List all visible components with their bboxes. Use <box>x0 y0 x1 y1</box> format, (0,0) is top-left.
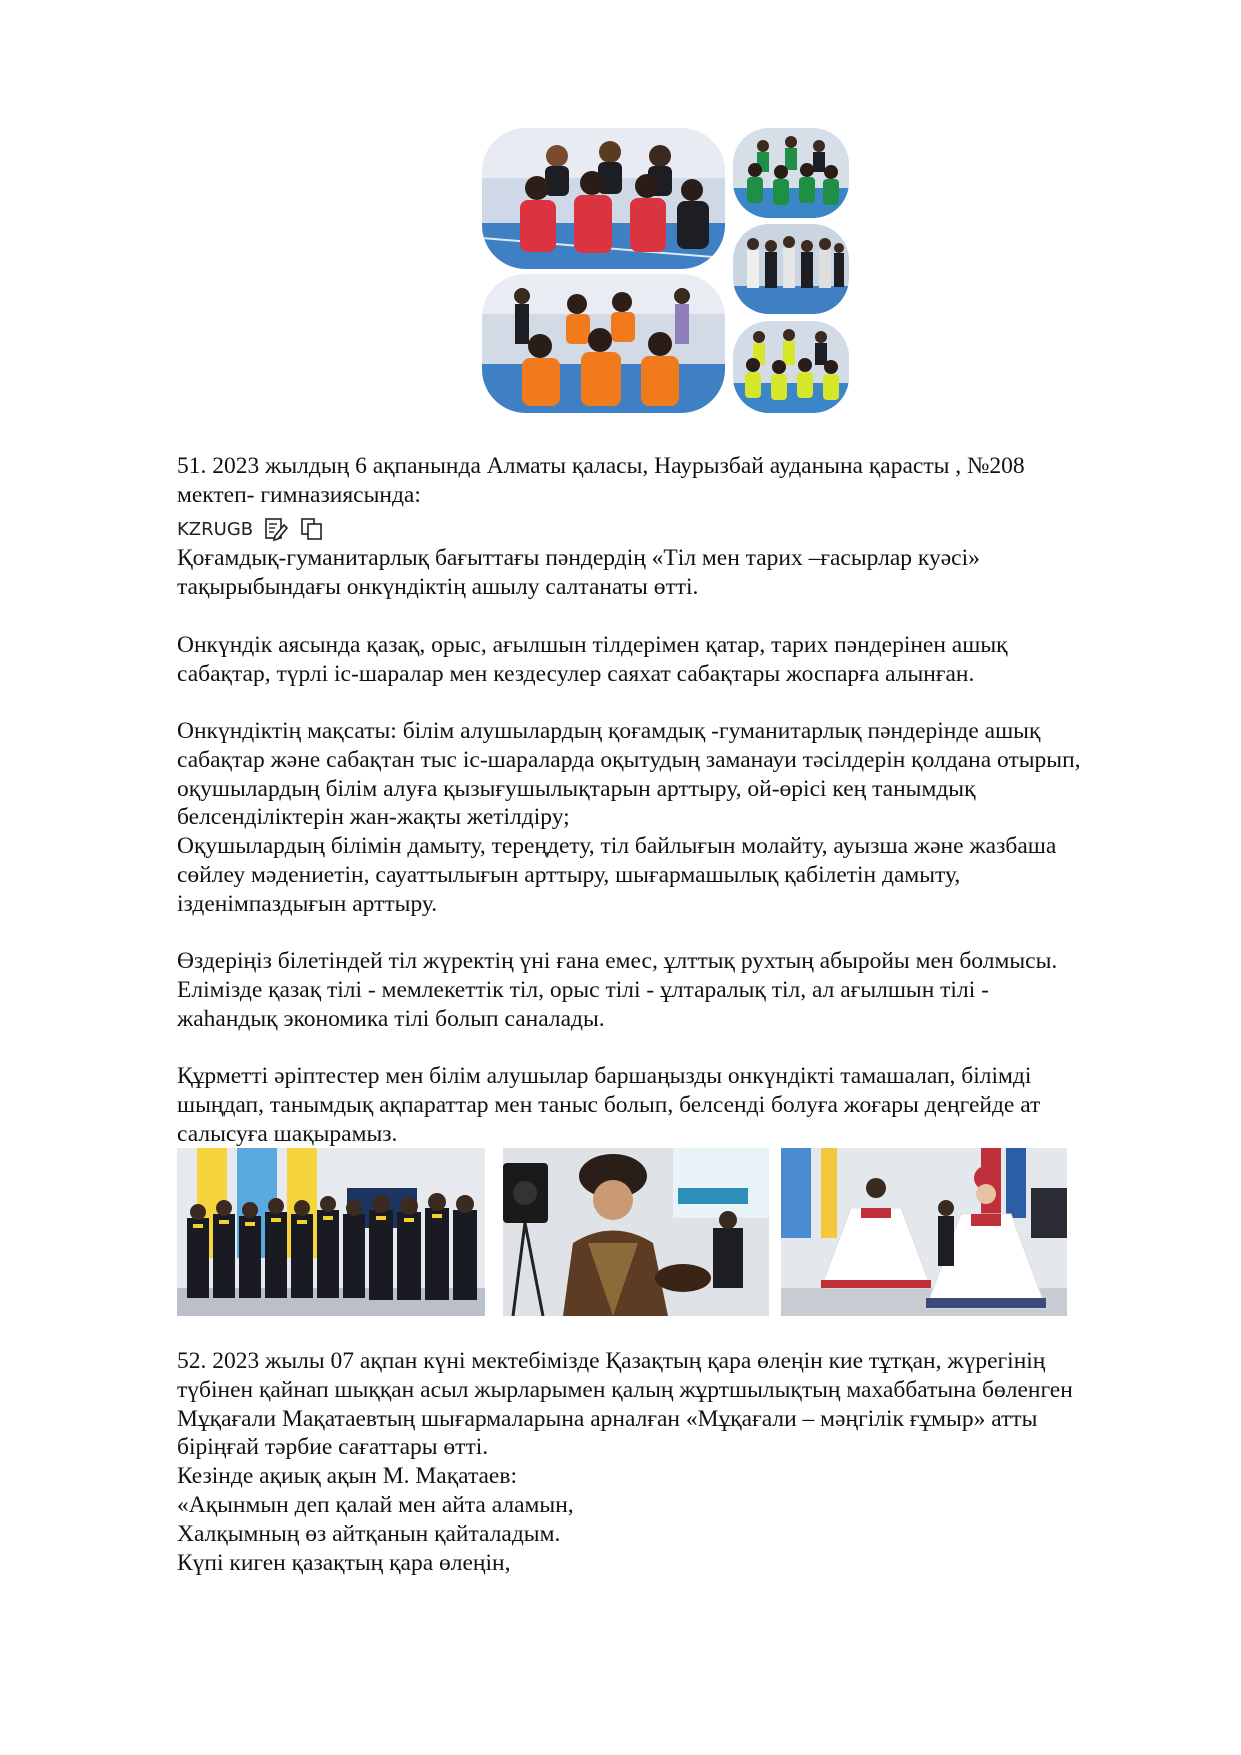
section-51-paragraph: Онкүндіктің мақсаты: білім алушылардың қоғамдық -гуманитарлық пәндерінде ашық сабақтар және сабақтан тыс іс-шараларда оқытудың заманауи тәсілдерін қолдана отырып, оқушылардың білім алуға қызығушылықтарын арттыру, ой-өрісі кең танымдық белсенділіктерін жан-жақты жетілдіру; Оқушылардың білімін дамыту, тереңдету, тіл байлығын молайту, ауызша және жазбаша сөйлеу мәдениетін, сауаттылығын арттыру, шығармашылық қабілетін дамыту, ізденімпаздығын арттыру. <box>177 718 1081 917</box>
folk-dance-photo <box>781 1148 1067 1316</box>
choir-performance-photo <box>177 1148 485 1316</box>
storyteller-performance-photo <box>503 1148 769 1316</box>
section-52-text: 52. 2023 жылы 07 ақпан күні мектебімізде Қазақтың қара өлеңін кие тұтқан, жүрегінің түбінен қайнап шыққан асыл жырларымен қалың жұртшылықтың махаббатына бөленген Мұқағали Мақатаевтың шығармаларына арналған «Мұқағали – мәңгілік ғұмыр» атты біріңғай тәрбие сағаттары өтті. Кезінде ақиық ақын М. Мақатаев: «Ақынмын деп қалай мен айта аламын, Халқымның өз айтқанын қайталадым. Күпі киген қазақтың қара өлеңін, <box>177 1348 1073 1576</box>
translation-code-row <box>177 515 325 543</box>
team-orange-jerseys-photo <box>482 274 725 413</box>
group-standing-photo <box>733 224 849 314</box>
section-51-paragraph: Онкүндік аясында қазақ, орыс, ағылшын тілдерімен қатар, тарих пәндерінен ашық сабақтар, түрлі іс-шаралар мен кездесулер саяхат сабақтары жоспарға алынған. <box>177 632 1008 687</box>
language-code: KZRUGB <box>177 518 254 540</box>
copy-icon[interactable] <box>299 516 325 542</box>
team-green-vests-photo <box>733 128 849 218</box>
team-red-jerseys-photo <box>482 128 725 269</box>
section-51-paragraph: Қоғамдық-гуманитарлық бағыттағы пәндердің «Тіл мен тарих –ғасырлар куәсі» тақырыбындағы онкүндіктің ашылу салтанаты өтті. <box>177 545 980 600</box>
section-51-intro: 51. 2023 жылдың 6 ақпанында Алматы қаласы, Наурызбай ауданына қарасты , №208 мектеп- гимназиясында: <box>177 453 1025 508</box>
edit-document-icon[interactable] <box>263 516 289 542</box>
section-51-paragraph: Құрметті әріптестер мен білім алушылар баршаңызды онкүндікті тамашалап, білімді шыңдап, танымдық ақпараттар мен таныс болып, белсенді болуға жоғары деңгейде ат салысуға шақырамыз. <box>177 1063 1041 1147</box>
section-51-paragraph: Өздеріңіз білетіндей тіл жүректің үні ғана емес, ұлттық рухтың абыройы мен болмысы. Елімізде қазақ тілі - мемлекеттік тіл, орыс тілі - ұлтаралық тіл, ал ағылшын тілі - жаһандық экономика тілі болып саналады. <box>177 948 1058 1032</box>
team-yellow-vests-photo <box>733 321 849 413</box>
